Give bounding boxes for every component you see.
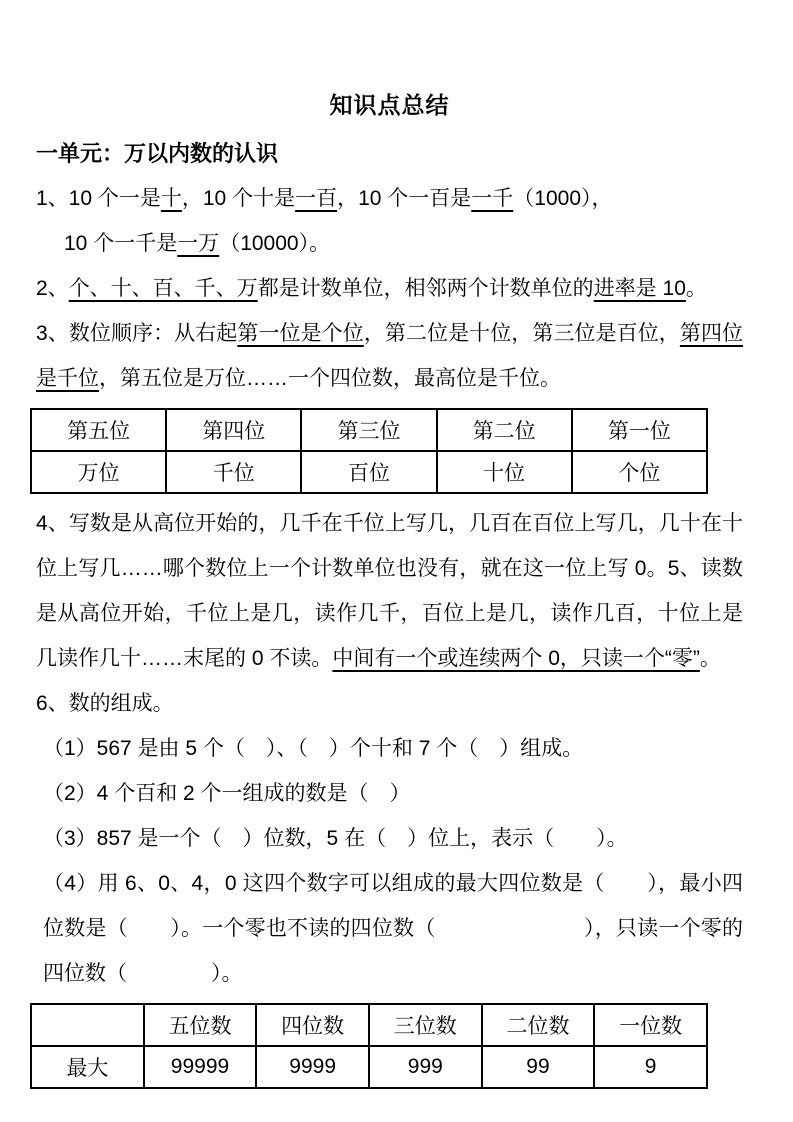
paragraph	[36, 861, 743, 996]
text-run: （2）4 个百和 2 个一组成的数是（ ）	[43, 782, 411, 805]
paragraph	[36, 311, 743, 401]
table-cell: 第四位	[166, 409, 301, 451]
text-run: 3、数位顺序：从右起	[36, 322, 238, 345]
underlined-text: 进率是 10	[593, 277, 686, 300]
table-cell: 二位数	[482, 1004, 595, 1046]
table-cell: 三位数	[369, 1004, 482, 1046]
text-run: （1000），	[513, 187, 613, 210]
table-cell: 百位	[301, 451, 436, 493]
table-cell: 9999	[256, 1046, 369, 1088]
underlined-text: 个、十、百、千、万	[68, 277, 258, 300]
table-cell: 万位	[31, 451, 166, 493]
table-row	[31, 409, 707, 451]
table-cell: 99	[482, 1046, 595, 1088]
underlined-text: 一百	[295, 187, 338, 210]
table-cell: 千位	[166, 451, 301, 493]
digit-count-table	[30, 1003, 708, 1089]
table-cell: 99999	[144, 1046, 257, 1088]
paragraph	[36, 266, 743, 311]
table-cell	[31, 1004, 144, 1046]
paragraph	[36, 681, 743, 726]
text-run: 。	[685, 277, 707, 300]
text-run: ，10 个一百是	[337, 187, 472, 210]
paragraph	[36, 501, 743, 681]
text-run: （4）用 6、0、4，0 这四个数字可以组成的最大四位数是（ ），最小四位数是（ ）。一个零也不读的四位数（ ），只读一个零的四位数（ ）。	[43, 872, 743, 985]
text-run: 1、10 个一是	[36, 187, 161, 210]
paragraph	[36, 726, 743, 771]
text-run: 。	[699, 647, 721, 670]
table-row	[31, 1004, 707, 1046]
section-heading: 一单元：万以内数的认识	[36, 141, 279, 166]
table-cell: 9	[594, 1046, 707, 1088]
text-run: （3）857 是一个（ ）位数，5 在（ ）位上，表示（ ）。	[43, 827, 628, 850]
document-body	[36, 176, 743, 1089]
table-cell: 第五位	[31, 409, 166, 451]
table-cell: 第二位	[437, 409, 572, 451]
table-cell: 最大	[31, 1046, 144, 1088]
paragraph	[36, 816, 743, 861]
text-run: （10000）。	[219, 232, 331, 255]
page-title: 知识点总结	[329, 92, 450, 118]
table-cell: 第三位	[301, 409, 436, 451]
table-cell: 999	[369, 1046, 482, 1088]
paragraph	[36, 771, 743, 816]
table-cell: 四位数	[256, 1004, 369, 1046]
table-cell: 十位	[437, 451, 572, 493]
table-cell: 第一位	[572, 409, 707, 451]
place-value-table	[30, 408, 708, 494]
table-row	[31, 1046, 707, 1088]
text-run: 都是计数单位，相邻两个计数单位的	[257, 277, 594, 300]
paragraph	[36, 221, 743, 266]
text-run: 6、数的组成。	[36, 692, 174, 715]
text-run: ，第五位是万位……一个四位数，最高位是千位。	[99, 367, 561, 390]
text-run: 10 个一千是	[64, 232, 178, 255]
text-run: ，10 个十是	[181, 187, 296, 210]
underlined-text: 十	[160, 187, 182, 210]
underlined-text: 第一位是个位	[237, 322, 364, 345]
table-cell: 个位	[572, 451, 707, 493]
text-run: 2、	[36, 277, 69, 300]
table-row	[31, 451, 707, 493]
underlined-text: 一万	[177, 232, 220, 255]
text-run: 4、写数是从高位开始的，几千在千位上写几，几百在百位上写几，几十在十位上写几……哪个数位上一个计数单位也没有，就在这一位上写 0。5、读数是从高位开始，千位上是几，读作几千，百位上是几，读作几百，十位上是几读作几十……末尾的 0 不读。	[36, 512, 743, 670]
underlined-text: 一千	[471, 187, 514, 210]
paragraph	[36, 176, 743, 221]
underlined-text: 中间有一个或连续两个 0，只读一个“零”	[332, 647, 700, 670]
underlined-text: 第四位是千位	[36, 322, 744, 390]
text-run: （1）567 是由 5 个（ ）、（ ）个十和 7 个（ ）组成。	[43, 737, 584, 760]
table-cell: 五位数	[144, 1004, 257, 1046]
text-run: ，第二位是十位，第三位是百位，	[363, 322, 680, 345]
table-cell: 一位数	[594, 1004, 707, 1046]
